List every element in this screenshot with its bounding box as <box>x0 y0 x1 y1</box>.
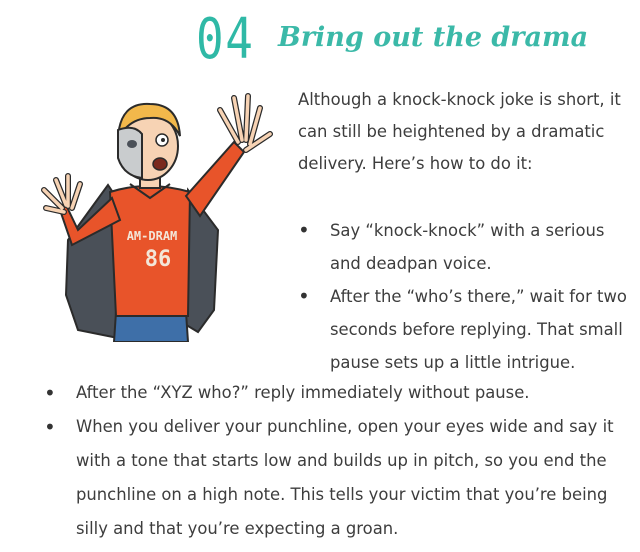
section-title: Bring out the drama <box>278 22 589 53</box>
list-item: • When you deliver your punchline, open your eyes wide and say it with a tone that starts low and builds up in pitch, so you end the punchline on a high note. This tells your victim that you’re being silly and that you’re expecting a groan. <box>36 410 636 546</box>
list-item: • Say “knock-knock” with a serious and deadpan voice. <box>290 214 636 280</box>
list-item: • After the “XYZ who?” reply immediately without pause. <box>36 376 636 410</box>
step-number: 04 <box>196 7 255 72</box>
intro-paragraph: Although a knock-knock joke is short, it can still be heightened by a dramatic delivery. Here’s how to do it: <box>298 90 621 173</box>
mask-eye <box>127 140 137 148</box>
pupil <box>161 138 165 142</box>
list-item: • After the “who’s there,” wait for two seconds before replying. That small pause sets up a little intrigue. <box>290 280 636 379</box>
right-arm <box>186 142 244 216</box>
shirt-text-line2: 86 <box>144 247 172 272</box>
mask <box>118 128 142 178</box>
tips-list-top <box>290 214 636 379</box>
illustration-svg <box>38 80 278 342</box>
tips-list-bottom <box>36 376 636 546</box>
section-heading <box>0 0 640 80</box>
dramatic-man-mask-icon <box>38 80 278 342</box>
shirt-text-line1: AM-DRAM <box>126 229 178 243</box>
mouth <box>153 158 167 170</box>
